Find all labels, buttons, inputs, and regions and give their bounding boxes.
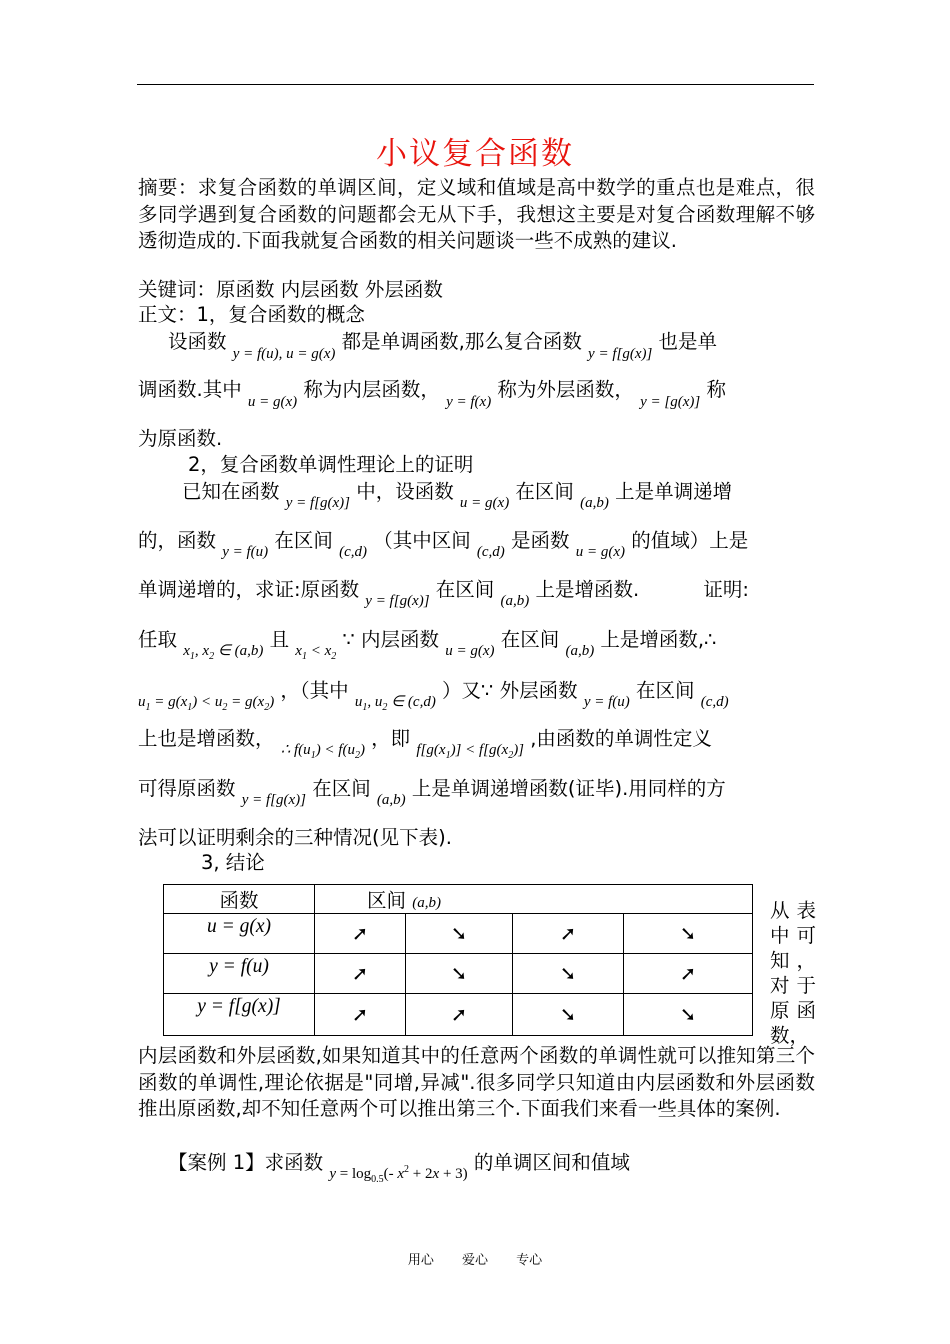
arrow-cell [315,914,406,954]
arrow-cell [513,994,624,1036]
arrow-up-right-icon: ➚ [559,922,577,945]
proof-line-5: $_{u_1 = g(x_1) < u_2 = g(x_2)}$ ，（其中 $_{u_1, u_2 \in (c,d)}$ ）又∵ 外层函数 $_{y = f(u)}$ 在区间 $_{(c,d)}$ [138,679,729,713]
conclusion-paragraph: 内层函数和外层函数,如果知道其中的任意两个函数的单调性就可以推知第三个函数的单调性,理论依据是"同增,异减".很多同学只知道由内层函数和外层函数推出原函数,却不知任意两个可以推出第三个.下面我们来看一些具体的案例. [138,1044,815,1120]
arrow-cell [315,994,406,1036]
arrow-cell [315,954,406,994]
row-label: u = g(x) [164,914,315,954]
arrow-down-right-icon: ➘ [450,962,468,985]
footer-item: 专心 [516,1253,543,1268]
header-rule [137,84,814,85]
arrow-cell [513,914,624,954]
arrow-cell [406,954,513,994]
arrow-cell [624,914,753,954]
page-footer [0,1249,950,1268]
concept-line-1: 设函数 $_{y = f(u), u = g(x)}$ 都是单调函数,那么复合函数 $_{y = f[g(x)]}$ 也是单 [168,330,718,362]
footer-item: 爱心 [461,1253,488,1268]
arrow-down-right-icon: ➘ [559,1003,577,1026]
header-interval: 区间 (a,b) [315,885,753,914]
arrow-up-right-icon: ➚ [351,1003,369,1026]
proof-line-1: 已知在函数 $_{y = f[g(x)]}$ 中，设函数 $_{u = g(x)}$ 在区间 $_{(a,b)}$ 上是单调递增 [182,480,733,511]
table-side-text: 从表中可知，对于原函数， [770,899,816,1047]
table-row [164,914,753,954]
arrow-cell [406,994,513,1036]
section-3-heading: 3, 结论 [201,851,265,874]
arrow-up-right-icon: ➚ [351,962,369,985]
arrow-down-right-icon: ➘ [679,922,697,945]
footer-item: 用心 [407,1253,434,1268]
case-1: 【案例 1】求函数 $_{y = log_{0.5}(- x^2 + 2x + 3)}$ 的单调区间和值域 [168,1151,630,1185]
proof-line-8: 法可以证明剩余的三种情况(见下表). [138,826,452,849]
monotonicity-table [163,884,753,1036]
proof-line-7: 可得原函数 $_{y = f[g(x)]}$ 在区间 $_{(a,b)}$ 上是单调递增函数(证毕).用同样的方 [138,777,726,808]
section-2-heading: 2，复合函数单调性理论上的证明 [188,453,474,476]
row-label: y = f(u) [164,954,315,994]
proof-line-3: 单调递增的，求证:原函数 $_{y = f[g(x)]}$ 在区间 $_{(a,b)}$ 上是增函数. 证明: [138,578,749,609]
arrow-down-right-icon: ➘ [559,962,577,985]
arrow-down-right-icon: ➘ [679,1003,697,1026]
arrow-up-right-icon: ➚ [351,922,369,945]
proof-line-2: 的，函数 $_{y = f(u)}$ 在区间 $_{(c,d)}$ （其中区间 $_{(c,d)}$ 是函数 $_{u = g(x)}$ 的值域）上是 [138,529,749,560]
keywords: 关键词：原函数 内层函数 外层函数 [138,278,443,301]
row-label: y = f[g(x)] [164,994,315,1036]
arrow-cell [624,994,753,1036]
proof-line-6: 上也是增函数， $_{\therefore f(u_1) < f(u_2)}$ ，即 $_{f[g(x_1)] < f[g(x_2)]}$ ,由函数的单调性定义 [138,727,712,761]
table-row [164,994,753,1036]
page-title: 小议复合函数 [376,136,574,172]
concept-line-2: 调函数.其中 $_{u = g(x)}$ 称为内层函数， $_{y = f(x)}$ 称为外层函数， $_{y = [g(x)]}$ 称 [138,378,726,410]
arrow-up-right-icon: ➚ [450,1003,468,1026]
abstract: 摘要：求复合函数的单调区间，定义域和值域是高中数学的重点也是难点，很多同学遇到复合函数的问题都会无从下手，我想这主要是对复合函数理解不够透彻造成的.下面我就复合函数的相关问题谈一些不成熟的建议. [138,176,815,252]
proof-line-4: 任取 $_{x_1, x_2 \in (a,b)}$ 且 $_{x_1 < x_2}$ ∵ 内层函数 $_{u = g(x)}$ 在区间 $_{(a,b)}$ 上是增函数,∴ [138,628,717,662]
table-row [164,954,753,994]
arrow-cell [513,954,624,994]
body-intro: 正文：1，复合函数的概念 [138,303,365,326]
arrow-up-right-icon: ➚ [679,962,697,985]
arrow-down-right-icon: ➘ [450,922,468,945]
header-function: 函数 [164,885,315,914]
concept-line-3: 为原函数. [138,427,223,450]
table-header-row [164,885,753,914]
arrow-cell [406,914,513,954]
arrow-cell [624,954,753,994]
